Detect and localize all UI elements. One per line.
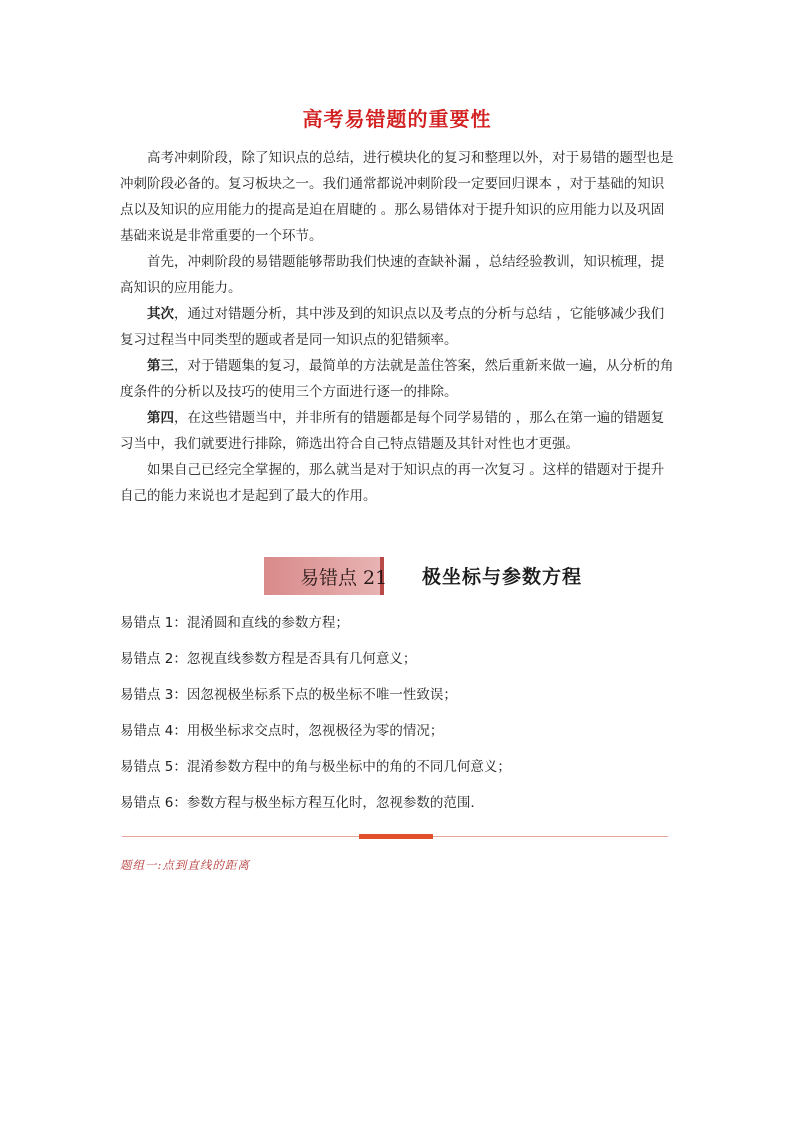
section-badge-label: 易错点 21 xyxy=(300,567,388,589)
divider-accent xyxy=(359,834,433,839)
list-item: 易错点 5：混淆参数方程中的角与极坐标中的角的不同几何意义； xyxy=(120,759,511,775)
paragraph-text: 高考冲刺阶段，除了知识点的总结，进行模块化的复习和整理以外，对于易错的题型也是冲刺阶段必备的。复习板块之一。我们通常都说冲刺阶段一定要回归课本 ，对于基础的知识点以及知识的应用能力的提高是迫在眉睫的 。那么易错体对于提升知识的应用能力以及巩固基础来说是非常重要的一个环节。 xyxy=(120,150,674,244)
list-item: 易错点 2：忽视直线参数方程是否具有几何意义； xyxy=(120,651,417,667)
paragraph-lead: 第三 xyxy=(147,358,174,374)
paragraph-lead: 其次 xyxy=(147,306,174,322)
paragraph-5 xyxy=(120,405,674,457)
paragraph-text: 首先，冲刺阶段的易错题能够帮助我们快速的查缺补漏 ，总结经验教训，知识梳理，提高知识的应用能力。 xyxy=(120,254,665,296)
intro-body xyxy=(120,145,674,509)
paragraph-text: 如果自己已经完全掌握的，那么就当是对于知识点的再一次复习 。这样的错题对于提升自己的能力来说也才是起到了最大的作用。 xyxy=(120,462,665,504)
paragraph-3 xyxy=(120,301,674,353)
list-item: 易错点 3：因忽视极坐标系下点的极坐标不唯一性致误； xyxy=(120,687,457,703)
paragraph-6 xyxy=(120,457,674,509)
paragraph-1 xyxy=(120,145,674,249)
list-item: 易错点 4：用极坐标求交点时，忽视极径为零的情况； xyxy=(120,723,444,739)
paragraph-text: ，通过对错题分析，其中涉及到的知识点以及考点的分析与总结 ，它能够减少我们复习过程当中同类型的题或者是同一知识点的犯错频率。 xyxy=(120,306,665,348)
page-title: 高考易错题的重要性 xyxy=(302,107,492,131)
paragraph-4 xyxy=(120,353,674,405)
group-heading: 题组一:点到直线的距离 xyxy=(120,858,250,872)
section-title: 极坐标与参数方程 xyxy=(422,566,583,588)
section-header xyxy=(264,557,664,595)
paragraph-2 xyxy=(120,249,674,301)
list-item: 易错点 1：混淆圆和直线的参数方程； xyxy=(120,615,349,631)
paragraph-text: ，在这些错题当中，并非所有的错题都是每个同学易错的 ，那么在第一遍的错题复习当中，我们就要进行排除，筛选出符合自己特点错题及其针对性也才更强。 xyxy=(120,410,665,452)
error-point-list xyxy=(120,612,674,828)
paragraph-lead: 第四 xyxy=(147,410,174,426)
paragraph-text: ，对于错题集的复习，最简单的方法就是盖住答案，然后重新来做一遍，从分析的角度条件的分析以及技巧的使用三个方面进行逐一的排除。 xyxy=(120,358,674,400)
list-item: 易错点 6：参数方程与极坐标方程互化时，忽视参数的范围. xyxy=(120,795,475,811)
